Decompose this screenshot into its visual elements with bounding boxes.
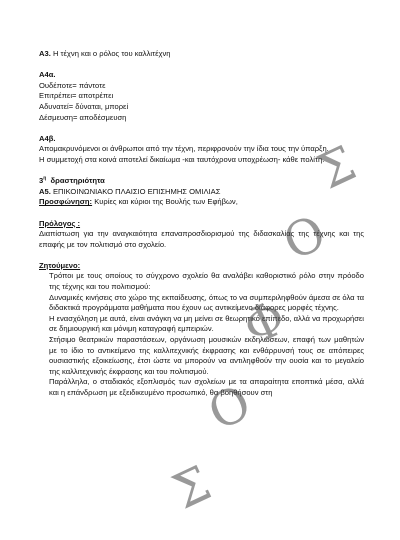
watermark-letter: Φ <box>235 289 295 357</box>
a4a-line: Ουδέποτε= πάντοτε <box>39 80 106 90</box>
activity-superscript: η <box>43 175 47 182</box>
question-item: Η ενασχόληση με αυτά, είναι ανάγκη να μη μείνει σε θεωρητικό επίπεδο, αλλά να προχωρήσει σε δημιουργική και μόνιμη καταγραφή εμπειριών. <box>49 313 364 334</box>
section-a3-heading <box>39 49 364 60</box>
section-a3-title: Η τέχνη και ο ρόλος του καλλιτέχνη <box>50 49 171 58</box>
watermark-letter: Ο <box>275 204 335 272</box>
prologue-heading: Πρόλογος : <box>39 218 81 228</box>
address-line <box>39 197 364 208</box>
section-a5-title: ΕΠΙΚΟΙΝΩΝΙΑΚΟ ΠΛΑΙΣΙΟ ΕΠΙΣΗΜΗΣ ΟΜΙΛΙΑΣ <box>50 186 221 196</box>
a4a-line: Δέσμευση= αποδέσμευση <box>39 112 127 122</box>
a4b-paragraph: Η συμμετοχή στα κοινά αποτελεί δικαίωμα -και ταυτόχρονα υποχρέωση- κάθε πολίτη. <box>39 154 325 164</box>
section-a3-code: Α3. <box>39 49 51 58</box>
question-item: Δυναμικές κινήσεις στο χώρο της εκπαίδευσης, όπως το να συμπεριληφθούν άμεσα σε όλα τα διδακτικά προγράμματα μαθήματα που έχουν ως αντικείμενο διάφορες μορφές τέχνης. <box>49 292 364 313</box>
question-intro: Τρόποι με τους οποίους το σύγχρονο σχολείο θα αναλάβει καθοριστικό ρόλο στην πρόοδο της τέχνης και του πολιτισμού: <box>49 271 364 292</box>
question-item: Στήσιμο θεατρικών παραστάσεων, οργάνωση μουσικών εκδηλώσεων, επαφή των μαθητών με το ίδιο το αντικείμενο της καλλιτεχνικής έκφρασης και ενθάρρυνσή τους σε απόπειρες ουσιαστικής εξοικείωσης, έτσι ώστε να μπορούν να αντιληφθούν την ουσία και το μεγαλείο της καλλιτεχνικής έκφρασης και του πολιτισμού. <box>49 335 364 376</box>
document-body <box>39 49 364 399</box>
watermark-letter: Σ <box>309 135 365 201</box>
activity-heading <box>39 176 364 187</box>
address-text: Κυρίες και κύριοι της Βουλής των Εφήβων, <box>92 197 238 207</box>
watermark-letter: Σ <box>164 455 220 521</box>
activity-number: 3 <box>39 176 44 186</box>
a4b-paragraph: Απομακρυνόμενοι οι άνθρωποι από την τέχνη, περιφρονούν την ίδια τους την ύπαρξη. <box>39 144 329 154</box>
prologue-text: Διαπίστωση για την αναγκαιότητα επαναπροσδιορισμού της διδασκαλίας της τέχνης και της επαφής με τον πολιτισμό στο σχολείο. <box>39 229 364 249</box>
section-a5-code: Α5. <box>39 186 51 196</box>
activity-label: δραστηριότητα <box>50 176 105 186</box>
question-item: Παράλληλα, ο σταδιακός εξοπλισμός των σχολείων με τα απαραίτητα εποπτικά μέσα, αλλά και η επάνδρωση με εξειδικευμένο προσωπικό, θα βοηθήσουν στη <box>49 377 364 397</box>
section-a5-heading <box>39 187 364 198</box>
section-a4a-heading: Α4α. <box>39 70 56 80</box>
address-label: Προσφώνηση: <box>39 197 93 207</box>
a4a-line: Αδυνατεί= δύναται, μπορεί <box>39 101 129 111</box>
a4a-line: Επιτρέπει= αποτρέπει <box>39 91 114 101</box>
question-heading: Ζητούμενο: <box>39 260 81 270</box>
watermark-letter: Ο <box>200 374 260 442</box>
section-a4b-heading: Α4β. <box>39 133 56 143</box>
